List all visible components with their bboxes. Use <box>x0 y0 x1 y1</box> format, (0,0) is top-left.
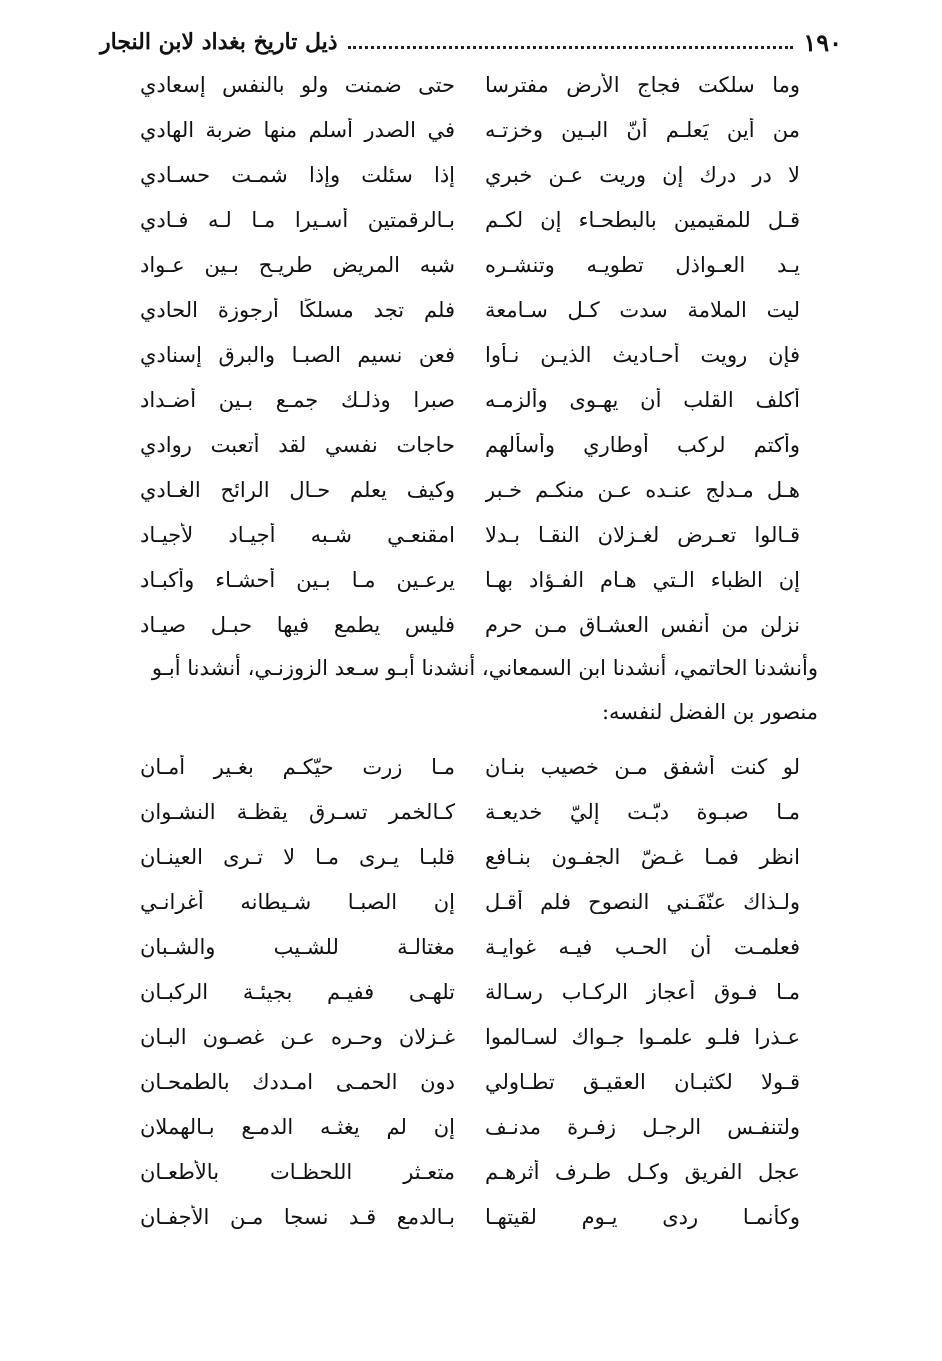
verse <box>140 152 800 197</box>
page-header <box>100 22 842 62</box>
verse-first-half: لا در درك إن وريت عـن خبري <box>485 162 800 187</box>
poem-second <box>140 744 800 1239</box>
verse <box>140 242 800 287</box>
prose-paragraph <box>100 646 818 734</box>
verse-second-half: وكيف يعلم حـال الرائح الغـادي <box>140 477 455 502</box>
verse-second-half: إن الصبـا شـيطانه أغرانـي <box>140 889 455 914</box>
running-title: ذيل تاريخ بغداد لابن النجار <box>100 29 338 55</box>
verse-second-half: إن لم يغثـه الدمـع بـالهملان <box>140 1114 455 1139</box>
verse-second-half: إذا سئلت وإذا شمـت حسـادي <box>140 162 455 187</box>
verse <box>140 834 800 879</box>
verse-second-half: امقنعـي شـبه أجيـاد لأجيـاد <box>140 522 455 547</box>
verse-second-half: شبه المريض طريـح بـين عـواد <box>140 252 455 277</box>
verse-first-half: عجل الفريق وكـل طـرف أثرهـم <box>485 1159 800 1184</box>
verse <box>140 879 800 924</box>
verse <box>140 62 800 107</box>
verse-first-half: من أين يَعلـم أنّ البـين وخزتـه <box>485 117 800 142</box>
verse-first-half: ليت الملامة سدت كـل سـامعة <box>485 297 800 322</box>
verse-first-half: أكلف القلب أن يهـوى وألزمـه <box>485 387 800 412</box>
verse <box>140 924 800 969</box>
verse-second-half: فعن نسيم الصبـا والبرق إسنادي <box>140 342 455 367</box>
verse-first-half: قـل للمقيمين بالبطحـاء إن لكـم <box>485 207 800 232</box>
verse <box>140 512 800 557</box>
header-dot-leader <box>348 36 794 49</box>
verse-second-half: بـالدمع قـد نسجا مـن الأجفـان <box>140 1204 455 1229</box>
verse-first-half: وأكتم لركب أوطاري وأسألهم <box>485 432 800 457</box>
prose-line: وأنشدنا الحاتمي، أنشدنا ابن السمعاني، أنشدنا أبـو سـعد الزوزنـي، أنشدنا أبـو <box>151 656 818 680</box>
verse-first-half: ولتنفـس الرجـل زفـرة مدنـف <box>485 1114 800 1139</box>
verse-first-half: قـالوا تعـرض لغـزلان النقـا بـدلا <box>485 522 800 547</box>
verse-second-half: مـا زرت حيّكـم بغـير أمـان <box>140 754 455 779</box>
verse <box>140 1059 800 1104</box>
verse-second-half: بـالرقمتين أسـيرا مـا لـه فـادي <box>140 207 455 232</box>
verse-second-half: تلهـى ففيـم بجيئـة الركبـان <box>140 979 455 1004</box>
verse <box>140 1014 800 1059</box>
verse-first-half: فعلمـت أن الحـب فيـه غوايـة <box>485 934 800 959</box>
verse-second-half: متعـثر اللحظـات بالأطعـان <box>140 1159 455 1184</box>
verse <box>140 107 800 152</box>
verse-first-half: قـولا لكثبـان العقيـق تطـاولي <box>485 1069 800 1094</box>
verse-first-half: وكأنمـا ردى يـوم لقيتهـا <box>485 1204 800 1229</box>
verse-second-half: يرعـين مـا بـين أحشـاء وأكبـاد <box>140 567 455 592</box>
verse-first-half: ولـذاك عنّفَـني النصوح فلم أقـل <box>485 889 800 914</box>
verse-second-half: فلم تجد مسلكًا أرجوزة الحادي <box>140 297 455 322</box>
verse-first-half: انظر فمـا غـضّ الجفـون بنـافع <box>485 844 800 869</box>
verse-second-half: في الصدر أسلم منها ضربة الهادي <box>140 117 455 142</box>
verse <box>140 969 800 1014</box>
verse-second-half: دون الحمـى امـددك بالطمحـان <box>140 1069 455 1094</box>
verse <box>140 197 800 242</box>
verse-first-half: فإن رويت أحـاديث الذيـن نـأوا <box>485 342 800 367</box>
prose-line: منصور بن الفضل لنفسه: <box>601 700 818 724</box>
verse-second-half: قلبـا يـرى مـا لا تـرى العينـان <box>140 844 455 869</box>
verse <box>140 557 800 602</box>
verse-first-half: هـل مـدلج عنـده عـن منكـم خـبر <box>485 477 800 502</box>
verse-first-half: يـد العـواذل تطويـه وتنشـره <box>485 252 800 277</box>
verse-first-half: إن الظباء الـتي هـام الفـؤاد بهـا <box>485 567 800 592</box>
poem-first <box>140 62 800 647</box>
verse-first-half: عـذرا فلـو علمـوا جـواك لسـالموا <box>485 1024 800 1049</box>
verse-second-half: غـزلان وحـره عـن غصـون البـان <box>140 1024 455 1049</box>
verse <box>140 1104 800 1149</box>
verse <box>140 467 800 512</box>
verse-second-half: حتى ضمنت ولو بالنفس إسعادي <box>140 72 455 97</box>
verse <box>140 789 800 834</box>
verse-first-half: وما سلكت فجاج الأرض مفترسا <box>485 72 800 97</box>
verse <box>140 602 800 647</box>
verse <box>140 287 800 332</box>
verse-second-half: فليس يطمع فيها حبـل صيـاد <box>140 612 455 637</box>
verse-first-half: مـا فـوق أعجاز الركـاب رسـالة <box>485 979 800 1004</box>
verse <box>140 422 800 467</box>
verse <box>140 377 800 422</box>
verse <box>140 1194 800 1239</box>
verse <box>140 744 800 789</box>
verse <box>140 1149 800 1194</box>
verse <box>140 332 800 377</box>
verse-second-half: كـالخمر تسـرق يقظـة النشـوان <box>140 799 455 824</box>
verse-first-half: مـا صبـوة دبّـت إليّ خديعـة <box>485 799 800 824</box>
verse-first-half: لو كنت أشفق مـن خصيب بنـان <box>485 754 800 779</box>
page-number: ١٩٠ <box>803 27 842 57</box>
verse-second-half: مغتالـة للشـيب والشـبان <box>140 934 455 959</box>
verse-second-half: صبرا وذلـك جمـع بـين أضـداد <box>140 387 455 412</box>
verse-second-half: حاجات نفسي لقد أتعبت روادي <box>140 432 455 457</box>
verse-first-half: نزلن من أنفس العشـاق مـن حرم <box>485 612 800 637</box>
